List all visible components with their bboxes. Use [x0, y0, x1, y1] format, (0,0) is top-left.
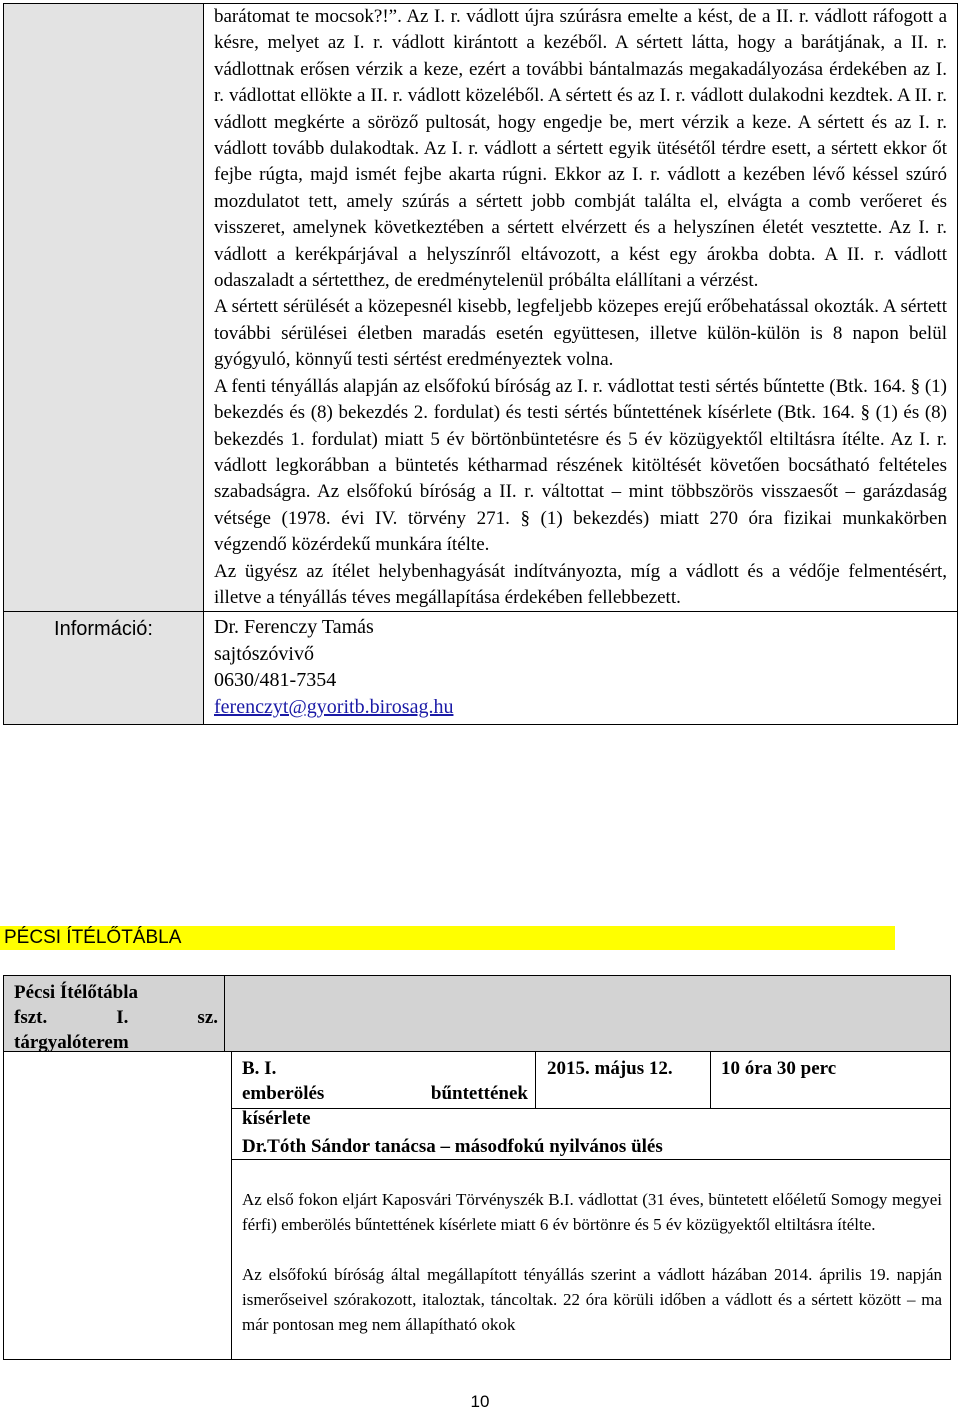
- header-strip: [225, 976, 950, 1052]
- room-floor-b: I.: [116, 1007, 129, 1028]
- case-paragraph-2: A sértett sérülését a közepesnél kisebb, legfeljebb közepes erejű erőbehatással okozták. A sértett további sérülései életben maradás esetén együttesen, illetve külön-külön is 8 napon belül gyógyuló, könnyű testi sértést eredményeztek volna.: [214, 296, 947, 371]
- info-label: Információ:: [4, 612, 204, 725]
- hearing-paragraph-1: Az első fokon eljárt Kaposvári Törvényszék B.I. vádlottat (31 éves, büntetett előéletű Somogy megyei férfi) emberölés bűntettének kísérlete miatt 6 év börtönre és 5 év közügyektől eltiltásra ítélte.: [242, 1190, 942, 1234]
- room-floor: [14, 1005, 218, 1030]
- case-type: [242, 1056, 528, 1131]
- contact-name: Dr. Ferenczy Tamás: [214, 616, 374, 639]
- room-floor-a: fszt.: [14, 1007, 48, 1028]
- hearing-paragraph-2: Az elsőfokú bíróság által megállapított tényállás szerint a vádlott házában 2014. április 19. napján ismerőseivel szórakozott, italoztak, táncoltak. 22 óra körüli időben a vádlott és a sértett között – ma már pontosan meg nem állapítható okok: [242, 1265, 942, 1334]
- contact-role: sajtószóvivő: [214, 642, 314, 665]
- page-number: 10: [470, 1392, 490, 1411]
- divider: [710, 1052, 711, 1108]
- case-type-b: bűntettének: [430, 1083, 528, 1104]
- case-description: [214, 4, 947, 611]
- case-paragraph-4: Az ügyész az ítélet helybenhagyását indítványozta, míg a vádlott és a védője felmentésért, illetve a tényállás téves megállapítása érdekében fellebbezett.: [214, 560, 947, 608]
- room-court: Pécsi Ítélőtábla: [14, 982, 139, 1003]
- contact-email-link[interactable]: ferenczyt@gyoritb.birosag.hu: [214, 695, 454, 718]
- contact-info: [204, 612, 958, 725]
- hearing-entry: [3, 975, 951, 1360]
- case-type-c: kísérlete: [242, 1108, 311, 1129]
- contact-phone: 0630/481-7354: [214, 669, 337, 692]
- room-name: tárgyalóterem: [14, 1032, 129, 1053]
- hearing-room: [4, 976, 225, 1052]
- room-floor-c: sz.: [197, 1007, 218, 1028]
- court-section-header: PÉCSI ÍTÉLŐTÁBLA: [0, 926, 895, 950]
- divider: [231, 1108, 950, 1109]
- case-paragraph-1: barátomat te mocsok?!”. Az I. r. vádlott újra szúrásra emelte a kést, de a II. r. vádlott ráfogott a késre, melyet az I. r. vádlott kirántott a kezéből. A sértett látta, hogy a barátjának, a II. r. vádlottnak erősen vérzik a keze, ezért a további bántalmazás megakadályozása érdekében az I. r. vádlottat ellökte a II. r. vádlott közeléből. A sértett és az I. r. vádlott dulakodni kezdtek. A II. r. vádlott megkérte a söröző pultosát, hogy engedje be, mert vérzik a keze. A sértett és az I. r. vádlott tovább dulakodtak. Az I. r. vádlott a sértett egyik ütésétől térdre esett, a sértett ekkor őt fejbe rúgta, majd ismét fejbe akarta rúgni. Ekkor az I. r. vádlott a kezében lévő késsel szúró mozdulatot tett, amely szúrás a sértett jobb combját találta el, elvágta a comb verőeret és visszeret, amelynek következtében a sértett elvérzett és a helyszínen életét vesztette. Az I. r. vádlott a kerékpárjával a helyszínről eltávozott, a kést egy árokba dobta. A II. r. vádlott odaszaladt a sértetthez, de eredménytelenül próbálta elállítani a vérzést.: [214, 6, 947, 292]
- label-cell-empty: [4, 4, 204, 612]
- case-type-line: [242, 1081, 528, 1106]
- hearing-date: 2015. május 12.: [547, 1058, 673, 1079]
- divider: [231, 1052, 232, 1359]
- case-type-a: emberölés: [242, 1083, 325, 1104]
- case-number: B. I.: [242, 1058, 277, 1079]
- hearing-description: [242, 1187, 942, 1362]
- hearing-time: 10 óra 30 perc: [721, 1058, 837, 1079]
- case-paragraph-3: A fenti tényállás alapján az elsőfokú bíróság az I. r. vádlottat testi sértés bűntette (Btk. 164. § (1) bekezdés és (8) bekezdés 2. fordulat) és testi sértés bűntettének kísérlete (Btk. 164. § (1) és (8) bekezdés 1. fordulat) miatt 5 év börtönbüntetésre és 5 év közügyektől eltiltásra ítélte. Az I. r. vádlott legkorábban a büntetés kétharmad részének kitöltését követően bocsátható feltételes szabadságra. Az elsőfokú bíróság a II. r. váltottat – mint többszörös visszaesőt – garázdaság vétsége (1978. évi IV. törvény 271. § (1) bekezdés) miatt 270 óra fizikai munkakörben végzendő közérdekű munkára ítélte.: [214, 375, 947, 556]
- hearing-panel: Dr.Tóth Sándor tanácsa – másodfokú nyilvános ülés: [242, 1136, 663, 1157]
- case-description-cell: [204, 4, 958, 612]
- case-table: [3, 3, 958, 725]
- divider: [231, 1159, 950, 1160]
- divider: [535, 1052, 536, 1108]
